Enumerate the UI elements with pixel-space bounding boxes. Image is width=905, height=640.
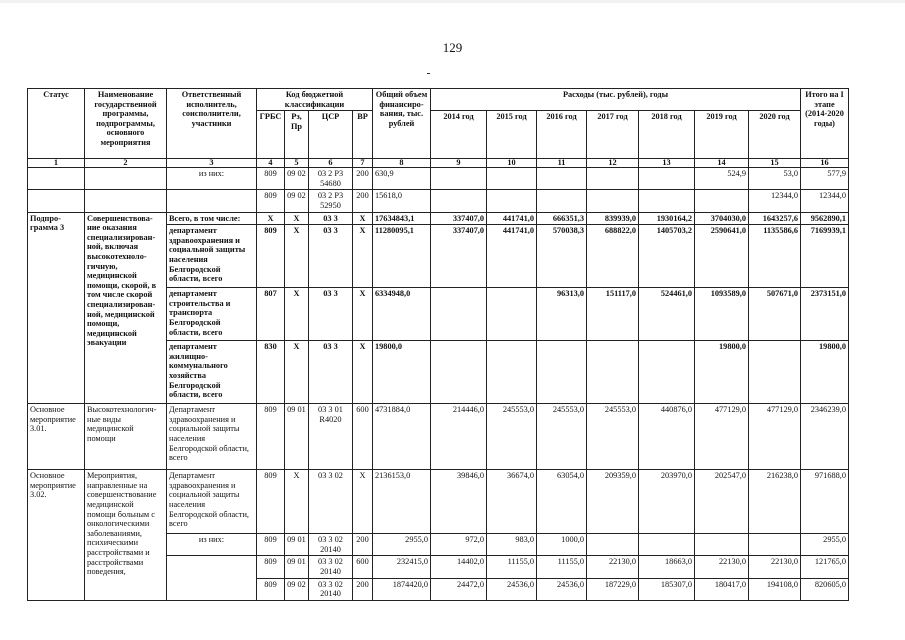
colnum: 2 — [85, 159, 167, 168]
header-budget-code: Код бюджетной классификации — [257, 89, 373, 111]
table-row: из них: 809 09 02 03 2 Р3 54680 200 630,9 524,9 53,0 577,9 — [28, 168, 849, 190]
header-grbs: ГРБС — [257, 111, 285, 159]
colnum: 13 — [639, 159, 695, 168]
name-cell: Высокотехнологич-ные виды медицинской помощи — [85, 404, 167, 470]
responsible-cell: из них: — [167, 168, 257, 190]
scan-mark — [427, 73, 430, 74]
header-name: Наименование государственной программы, подпрограммы, основного мероприятия — [85, 89, 167, 159]
colnum: 12 — [587, 159, 639, 168]
table-row: Основное мероприятие 3.02. Мероприятия, направленные на совершенствование медицинской помощи больным с онкологическими заболеваниями, психическими расстройствами и расстройствами поведения, Департамент здравоохранения и социальной защиты населения Белгородской области, всего 809 Х 03 3 02 Х 2136153,0 39846,0 36674,0 63054,0 209359,0 203970,0 202547,0 216238,0 971688,0 — [28, 470, 849, 534]
colnum: 16 — [801, 159, 849, 168]
colnum: 6 — [309, 159, 353, 168]
page-number: 129 — [442, 40, 463, 55]
colnum: 4 — [257, 159, 285, 168]
colnum: 10 — [487, 159, 537, 168]
status-cell: Подпро-грамма 3 — [28, 212, 85, 404]
table-row: департамент здравоохранения и социальной защиты населения Белгородской области, всего 809 Х 03 3 Х 11280095,1 337407,0 441741,0 570038,3 688822,0 1405703,2 2590641,0 1135586,6 7169939,1 — [28, 225, 849, 288]
header-itogo: Итого на I этапе (2014-2020 годы) — [801, 89, 849, 159]
status-cell: Основное мероприятие 3.01. — [28, 404, 85, 470]
header-2019: 2019 год — [695, 111, 749, 159]
header-2020: 2020 год — [749, 111, 801, 159]
header-responsible: Ответственный исполнитель, соисполнители, участники — [167, 89, 257, 159]
header-2014: 2014 год — [431, 111, 487, 159]
name-cell: Мероприятия, направленные на совершенствование медицинской помощи больным с онкологическими заболеваниями, психическими расстройствами и расстройствами поведения, — [85, 470, 167, 601]
column-number-row — [28, 159, 849, 168]
status-cell: Основное мероприятие 3.02. — [28, 470, 85, 601]
colnum: 14 — [695, 159, 749, 168]
colnum: 15 — [749, 159, 801, 168]
header-total: Общий объем финансиро-вания, тыс. рублей — [373, 89, 431, 159]
colnum: 3 — [167, 159, 257, 168]
colnum: 11 — [537, 159, 587, 168]
colnum: 7 — [353, 159, 373, 168]
table-row: 809 09 02 03 3 02 20140 200 1874420,0 24472,0 24536,0 24536,0 187229,0 185307,0 180417,0 194108,0 820605,0 — [28, 578, 849, 600]
header-2016: 2016 год — [537, 111, 587, 159]
table-row: из них: 809 09 01 03 3 02 20140 200 2955,0 972,0 983,0 1000,0 2955,0 — [28, 534, 849, 556]
table-row: департамент жилищно-коммунального хозяйства Белгородской области, всего 830 Х 03 3 Х 19800,0 19800,0 19800,0 — [28, 341, 849, 404]
colnum: 9 — [431, 159, 487, 168]
header-row-1 — [28, 89, 849, 111]
table-row: департамент строительства и транспорта Белгородской области, всего 807 Х 03 3 Х 6334948,0 96313,0 151117,0 524461,0 1093589,0 507671,0 2373151,0 — [28, 288, 849, 341]
header-rz: Рз, Пр — [285, 111, 309, 159]
header-2018: 2018 год — [639, 111, 695, 159]
colnum: 8 — [373, 159, 431, 168]
header-expenses: Расходы (тыс. рублей), годы — [431, 89, 801, 111]
table-row: 809 09 01 03 3 02 20140 600 232415,0 14402,0 11155,0 11155,0 22130,0 18663,0 22130,0 22130,0 121765,0 — [28, 556, 849, 578]
header-status: Статус — [28, 89, 85, 159]
name-cell: Совершенствова-ние оказания специализирован-ной, включая высокотехноло-гичную, медицинской помощи, скорой, в том числе скорой специализирован-ной, медицинской помощи, медицинской эвакуации — [85, 212, 167, 404]
colnum: 5 — [285, 159, 309, 168]
table-row: 809 09 02 03 2 Р3 52950 200 15618,0 12344,0 12344,0 — [28, 190, 849, 212]
table-row: Основное мероприятие 3.01. Высокотехнологич-ные виды медицинской помощи Департамент здравоохранения и социальной защиты населения Белгородской области, всего 809 09 01 03 3 01 R4020 600 4731884,0 214446,0 245553,0 245553,0 245553,0 440876,0 477129,0 477129,0 2346239,0 — [28, 404, 849, 470]
table-row: Подпро-грамма 3 Совершенствова-ние оказания специализирован-ной, включая высокотехноло-гичную, медицинской помощи, скорой, в том числе скорой специализирован-ной, медицинской помощи, медицинской эвакуации Всего, в том числе: Х Х 03 3 Х 17634843,1 337407,0 441741,0 666351,3 839939,0 1930164,2 3704030,0 1643257,6 9562890,1 — [28, 212, 849, 225]
colnum: 1 — [28, 159, 85, 168]
header-csr: ЦСР — [309, 111, 353, 159]
header-2017: 2017 год — [587, 111, 639, 159]
header-2015: 2015 год — [487, 111, 537, 159]
header-vr: ВР — [353, 111, 373, 159]
budget-table — [27, 88, 849, 601]
scan-top-edge — [0, 0, 905, 3]
